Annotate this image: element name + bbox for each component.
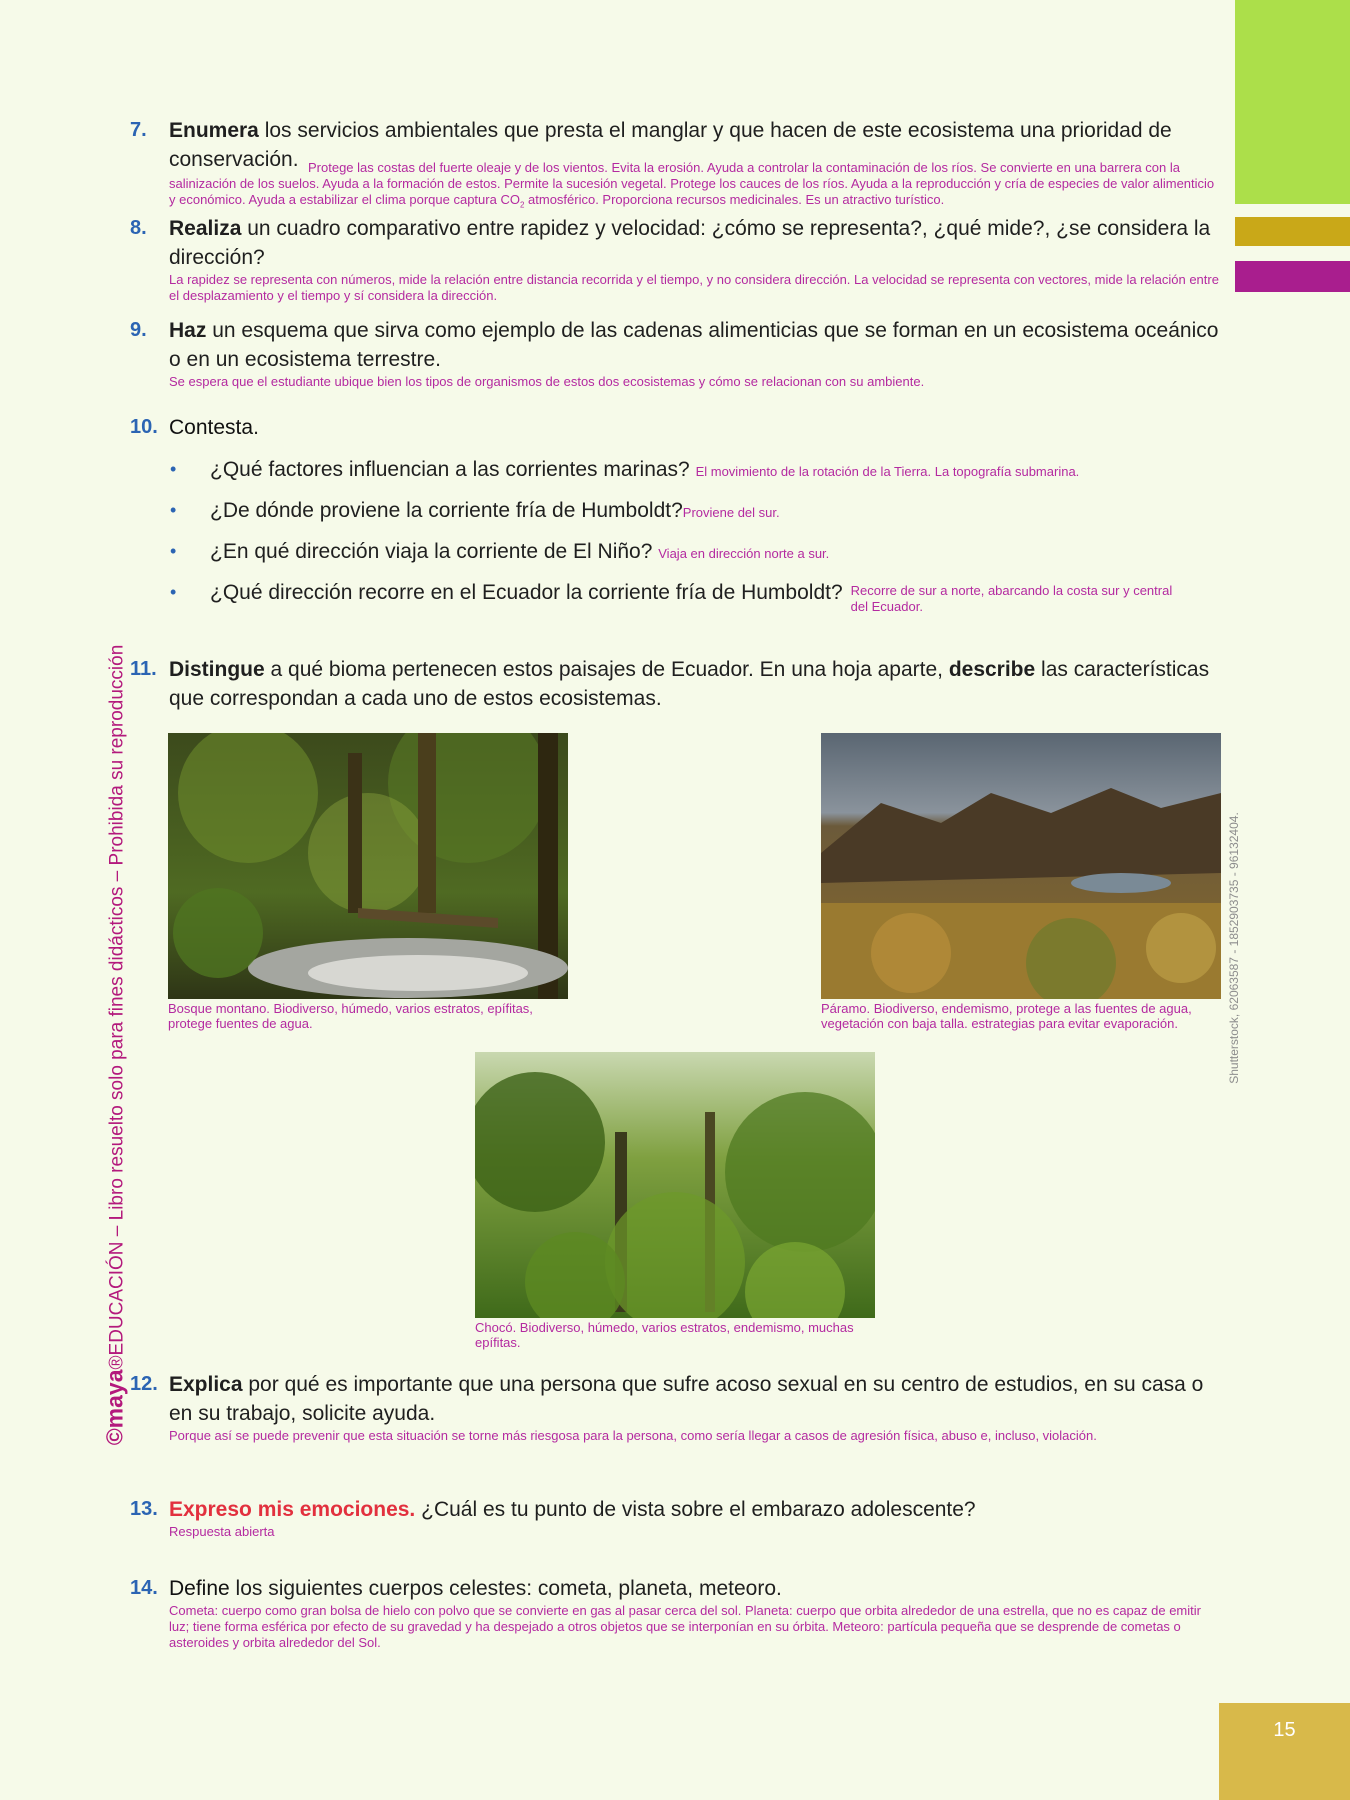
bullet-icon: • [170,459,177,479]
list-answer: Recorre de sur a norte, abarcando la costa sur y central del Ecuador. [850,583,1173,614]
page-number [1219,1703,1350,1800]
question-14 [130,1574,1220,1651]
question-body: por qué es importante que una persona que sufre acoso sexual en su centro de estudios, en su casa o en su trabajo, solicite ayuda. [169,1373,1204,1425]
question-12 [130,1370,1220,1444]
bullet-icon: • [170,541,177,561]
list-answer: Viaja en dirección norte a sur. [658,546,830,561]
question-text [169,1495,1220,1524]
answer-text: La rapidez se representa con números, mide la relación entre distancia recorrida y el tiempo, y no considera dirección. La velocidad se representa con vectores, mide la relación entre el desplazamiento y el tiempo y sí considera la dirección. [169,272,1219,303]
question-number: 12. [130,1373,158,1395]
question-9 [130,316,1220,390]
question-keyword: Contesta [169,416,254,439]
question-body: un esquema que sirva como ejemplo de las cadenas alimenticias que se forman en un ecosistema oceánico o en un ecosistema terrestre. [169,319,1219,371]
question-10 [130,413,1220,442]
answer-part: Protege las costas del fuerte oleaje y de los vientos. Evita la erosión. Ayuda a controlar la contaminación de los ríos. Se convierte en una barrera con la salinización de los suelos. Ayuda a la formación de estos. Permite la sucesión vegetal. Protege los cauces de los ríos. Ayuda a la reproducción y cría de especies de valor alimenticio y económico. Ayuda a estabilizar el clima porque captura CO [169,160,1215,207]
photo-choco [475,1052,875,1318]
list-item [168,456,1228,483]
question-number: 14. [130,1577,158,1599]
answer-text: Se espera que el estudiante ubique bien los tipos de organismos de estos dos ecosistemas y cómo se relacionan con su ambiente. [169,374,925,389]
list-question: ¿En qué dirección viaja la corriente de El Niño? [210,540,653,563]
question-13 [130,1495,1220,1540]
corner-tab-green [1235,0,1350,204]
list-item [168,497,1228,524]
question-body: los siguientes cuerpos celestes: cometa, planeta, meteoro. [229,1577,782,1600]
list-question: ¿De dónde proviene la corriente fría de Humboldt? [210,499,683,522]
question-text [169,413,1220,442]
question-text [169,214,1220,272]
list-question: ¿Qué dirección recorre en el Ecuador la corriente fría de Humboldt? [210,581,843,604]
question-body: a qué bioma pertenecen estos paisajes de Ecuador. En una hoja aparte, [264,658,949,681]
question-7 [130,116,1220,214]
photo-credit: Shutterstock, 62063587 - 1852903735 - 96132404. [1227,812,1241,1084]
caption-bosque-montano: Bosque montano. Biodiverso, húmedo, varios estratos, epífitas, protege fuentes de agua. [168,1001,533,1031]
question-number: 11. [130,658,157,680]
question-text [169,1370,1220,1428]
question-number: 13. [130,1498,158,1520]
copyright-vertical [102,645,129,1446]
list-question: ¿Qué factores influencian a las corrientes marinas? [210,458,690,481]
list-answer: El movimiento de la rotación de la Tierra. La topografía submarina. [695,464,1080,479]
list-item [168,579,1228,615]
brand-logo: ©maya [101,1369,128,1446]
question-8 [130,214,1220,304]
question-number: 7. [130,119,147,141]
copyright-text: ®EDUCACIÓN – Libro resuelto solo para fines didácticos – Prohibida su reproducción [106,644,128,1370]
answer-text: Cometa: cuerpo como gran bolsa de hielo con polvo que se convierte en gas al pasar cerca del sol. Planeta: cuerpo que orbita alrededor de una estrella, que no es capaz de emitir luz; tiene forma esférica por efecto de su gravedad y ha despejado a otros objetos que se interponían en su órbita. Meteoro: partícula pequeña que se desprende de cometas o asteroides y orbita alrededor del Sol. [169,1603,1201,1650]
bullet-icon: • [170,500,177,520]
question-body: un cuadro comparativo entre rapidez y velocidad: ¿cómo se representa?, ¿qué mide?, ¿se considera la dirección? [169,217,1211,269]
question-number: 8. [130,217,147,239]
question-keyword: Define [169,1577,230,1600]
question-number: 9. [130,319,147,341]
question-body: los servicios ambientales que presta el manglar y que hacen de este ecosistema una prioridad de conservación. [169,119,1172,171]
caption-paramo: Páramo. Biodiverso, endemismo, protege a las fuentes de agua, vegetación con baja talla. estrategias para evitar evaporación. [821,1001,1192,1031]
question-body: ¿Cuál es tu punto de vista sobre el embarazo adolescente? [415,1498,976,1521]
question-text [169,316,1220,374]
answer-text: Respuesta abierta [169,1524,275,1539]
question-10-list [168,456,1228,629]
corner-tab-gold [1235,217,1350,246]
answer-subscript: 2 [519,200,525,210]
corner-tab-magenta [1235,261,1350,292]
photo-paramo [821,733,1221,999]
section-keyword: Expreso mis emociones. [169,1498,416,1521]
question-number: 10. [130,416,158,438]
question-keyword: Explica [169,1373,243,1396]
list-item [168,538,1228,565]
question-keyword: Enumera [169,119,259,142]
answer-text [169,160,1220,214]
question-body: . [253,416,259,439]
photo-bosque-montano [168,733,568,999]
caption-choco: Chocó. Biodiverso, húmedo, varios estratos, endemismo, muchas epífitas. [475,1320,854,1350]
answer-part: atmosférico. Proporciona recursos medicinales. Es un atractivo turístico. [524,192,945,207]
question-keyword: Realiza [169,217,242,240]
question-keyword: Distingue [169,658,265,681]
bullet-icon: • [170,582,177,602]
question-keyword: describe [948,658,1036,681]
question-text [169,1574,1220,1603]
list-answer: Proviene del sur. [682,505,780,520]
question-keyword: Haz [169,319,207,342]
answer-text: Porque así se puede prevenir que esta situación se torne más riesgosa para la persona, como sería llegar a casos de agresión física, abuso e, incluso, violación. [169,1428,1097,1443]
question-text [169,655,1220,713]
question-11 [130,655,1220,713]
page-number-text: 15 [1273,1719,1296,1741]
question-body: las características que correspondan a cada uno de estos ecosistemas. [169,658,1210,710]
